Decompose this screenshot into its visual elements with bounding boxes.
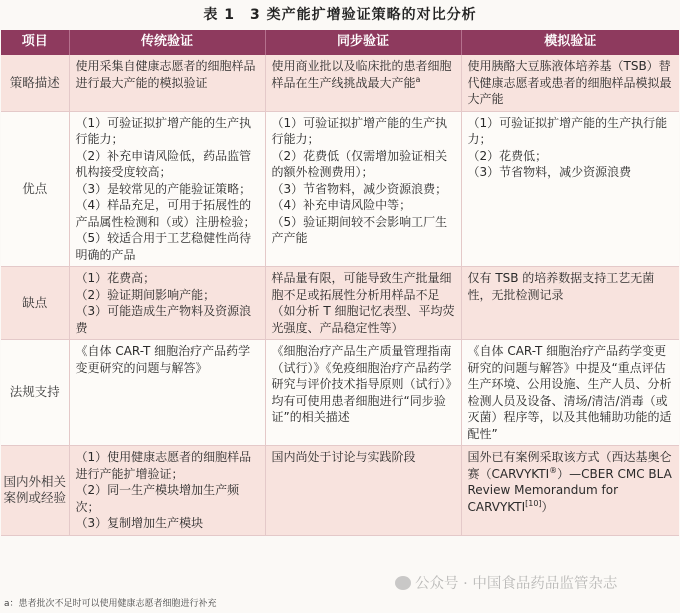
cell-traditional: （1）花费高； （2）验证期间影响产能； （3）可能造成生产物料及资源浪费 xyxy=(69,267,265,340)
cell-concurrent: 国内尚处于讨论与实践阶段 xyxy=(265,446,461,536)
cell-traditional: 《自体 CAR-T 细胞治疗产品药学变更研究的问题与解答》 xyxy=(69,340,265,446)
cell-traditional: 使用采集自健康志愿者的细胞样品进行最大产能的模拟验证 xyxy=(69,55,265,111)
cell-simulated: 使用胰酪大豆胨液体培养基（TSB）替代健康志愿者或患者的细胞样品模拟最大产能 xyxy=(461,55,679,111)
header-item: 项目 xyxy=(1,30,69,55)
row-label: 策略描述 xyxy=(1,55,69,111)
cell-simulated: 《自体 CAR-T 细胞治疗产品药学变更研究的问题与解答》中提及“重点评估生产环境、公用设施、生产人员、分析检测人员及设备、清场/清洁/消毒（或灭菌）程序等，以及其他辅助功能的适配性” xyxy=(461,340,679,446)
row-label: 法规支持 xyxy=(1,340,69,446)
cell-text: ）—CBER CMC BLA Review Memorandum for CARVYKTI xyxy=(467,466,672,514)
watermark xyxy=(395,572,617,593)
table-header-row xyxy=(1,30,679,55)
table-row-disadvantages xyxy=(1,267,679,340)
cell-simulated xyxy=(461,446,679,536)
row-label: 优点 xyxy=(1,111,69,267)
row-label: 国内外相关案例或经验 xyxy=(1,446,69,536)
table-row-description xyxy=(1,55,679,111)
header-concurrent: 同步验证 xyxy=(265,30,461,55)
cell-text: 使用商业批以及临床批的患者细胞样品在生产线挑战最大产能 xyxy=(271,59,452,90)
table-footnote: a：患者批次不足时可以使用健康志愿者细胞进行补充 xyxy=(4,599,217,609)
footnote-marker: a xyxy=(415,74,421,84)
table-row-advantages xyxy=(1,111,679,267)
wechat-icon xyxy=(395,576,411,590)
table-row-regulations xyxy=(1,340,679,446)
cell-concurrent: 样品量有限，可能导致生产批量细胞不足或拓展性分析用样品不足（如分析 T 细胞记忆表型、平均荧光强度、产品稳定性等） xyxy=(265,267,461,340)
table-row-cases xyxy=(1,446,679,536)
cell-concurrent: （1）可验证拟扩增产能的生产执行能力； （2）花费低（仅需增加验证相关的额外检测费用）； （3）节省物料，减少资源浪费； （4）补充申请风险中等； （5）验证期间较不会影响工厂生产产能 xyxy=(265,111,461,267)
cell-concurrent: 《细胞治疗产品生产质量管理指南（试行）》《免疫细胞治疗产品药学研究与评价技术指导原则（试行）》均有可使用患者细胞进行“同步验证”的相关描述 xyxy=(265,340,461,446)
registered-mark: ® xyxy=(549,465,558,475)
cell-traditional: （1）使用健康志愿者的细胞样品进行产能扩增验证； （2）同一生产模块增加生产频次； （3）复制增加生产模块 xyxy=(69,446,265,536)
header-traditional: 传统验证 xyxy=(69,30,265,55)
cell-concurrent xyxy=(265,55,461,111)
row-label: 缺点 xyxy=(1,267,69,340)
table-title: 表 1 3 类产能扩增验证策略的对比分析 xyxy=(203,7,477,23)
citation-marker: [10] xyxy=(525,498,542,508)
cell-text: ） xyxy=(541,499,554,514)
comparison-table xyxy=(1,30,679,536)
cell-simulated: （1）可验证拟扩增产能的生产执行能力； （2）花费低； （3）节省物料，减少资源浪费 xyxy=(461,111,679,267)
header-simulated: 模拟验证 xyxy=(461,30,679,55)
cell-simulated: 仅有 TSB 的培养数据支持工艺无菌性，无批检测记录 xyxy=(461,267,679,340)
cell-traditional: （1）可验证拟扩增产能的生产执行能力； （2）补充申请风险低，药品监管机构接受度较高； （3）是较常见的产能验证策略； （4）样品充足，可用于拓展性的产品属性检测和（或）注册检验； （5）较适合用于工艺稳健性尚待明确的产品 xyxy=(69,111,265,267)
watermark-text: 公众号 · 中国食品药品监管杂志 xyxy=(415,576,618,592)
cell-text: 国外已有案例采取该方式（西达基奥仑赛（CARVYKTI xyxy=(467,450,672,481)
